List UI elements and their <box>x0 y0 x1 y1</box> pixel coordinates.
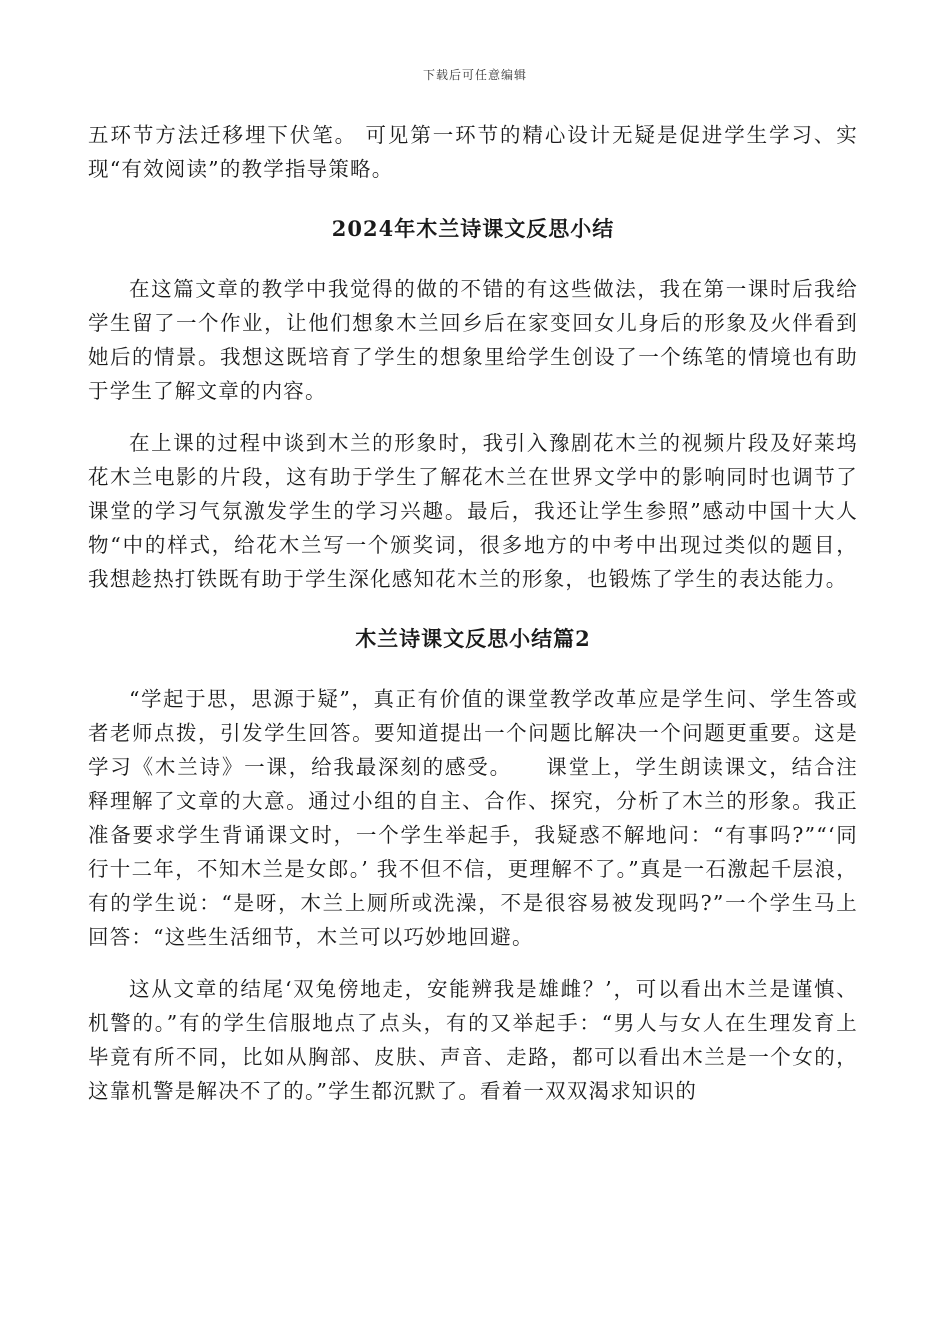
header-note: 下载后可任意编辑 <box>422 68 527 82</box>
section-2-paragraph-1: “学起于思，思源于疑”，真正有价值的课堂教学改革应是学生问、学生答或者老师点拨，引发学生回答。要知道提出一个问题比解决一个问题更重要。这是学习《木兰诗》一课，给我最深刻的感受。 课堂上，学生朗读课文，结合注释理解了文章的大意。通过小组的自主、合作、探究，分析了木兰的形象。我正准备要求学生背诵课文时，一个学生举起手，我疑惑不解地问：“有事吗?”“‘同行十二年，不知木兰是女郎。’ 我不但不信，更理解不了。”真是一石激起千层浪，有的学生说：“是呀，木兰上厕所或洗澡，不是很容易被发现吗?”一个学生马上回答：“这些生活细节，木兰可以巧妙地回避。 <box>88 687 858 949</box>
section-2-paragraph-2: 这从文章的结尾‘双兔傍地走，安能辨我是雄雌？’，可以看出木兰是谨慎、机警的。”有的学生信服地点了点头，有的又举起手：“男人与女人在生理发育上毕竟有所不同，比如从胸部、皮肤、声音、走路，都可以看出木兰是一个女的，这靠机警是解决不了的。”学生都沉默了。看着一双双渴求知识的 <box>88 977 858 1103</box>
document-body <box>88 118 858 1108</box>
intro-paragraph: 五环节方法迁移埋下伏笔。 可见第一环节的精心设计无疑是促进学生学习、实现“有效阅读”的教学指导策略。 <box>88 123 858 181</box>
section-2-title: 木兰诗课文反思小结篇2 <box>355 626 591 651</box>
section-1-paragraph-1: 在这篇文章的教学中我觉得的做的不错的有这些做法，我在第一课时后我给学生留了一个作业，让他们想象木兰回乡后在家变回女儿身后的形象及火伴看到她后的情景。我想这既培育了学生的想象里给学生创设了一个练笔的情境也有助于学生了解文章的内容。 <box>88 277 858 403</box>
section-1-paragraph-2: 在上课的过程中谈到木兰的形象时，我引入豫剧花木兰的视频片段及好莱坞花木兰电影的片段，这有助于学生了解花木兰在世界文学中的影响同时也调节了课堂的学习气氛激发学生的学习兴趣。最后，我还让学生参照”感动中国十大人物“中的样式，给花木兰写一个颁奖词，很多地方的中考中出现过类似的题目，我想趁热打铁既有助于学生深化感知花木兰的形象，也锻炼了学生的表达能力。 <box>88 431 858 591</box>
section-1-title: 2024年木兰诗课文反思小结 <box>331 216 615 241</box>
